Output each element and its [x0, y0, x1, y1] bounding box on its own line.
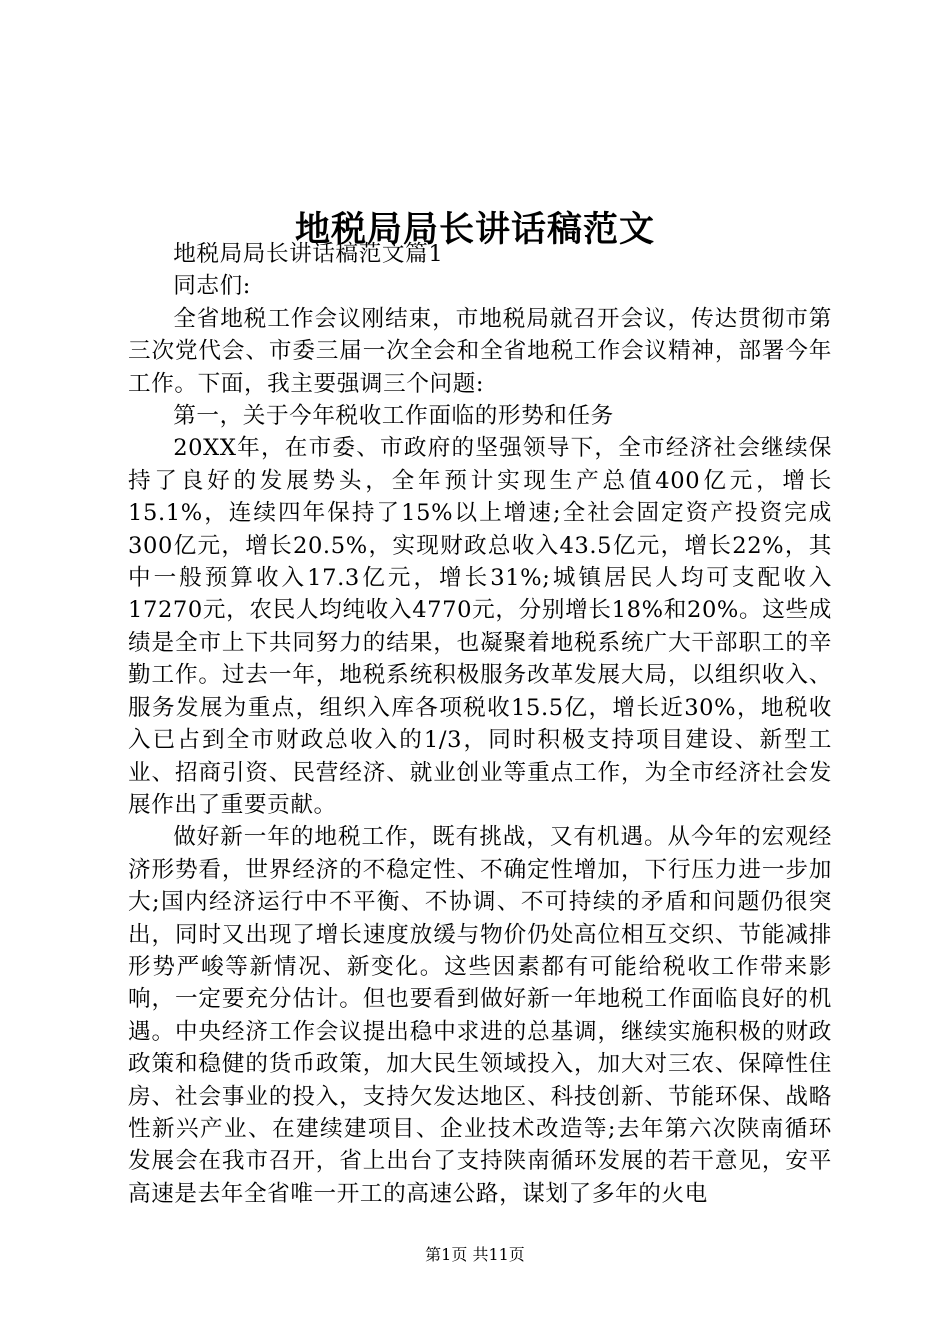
salutation: 同志们:: [173, 273, 251, 300]
body-paragraph: 20XX年，在市委、市政府的坚强领导下，全市经济社会继续保持了良好的发展势头，全年预计实现生产总值400亿元，增长15.1%，连续四年保持了15%以上增速;全社会固定资产投资完成300亿元，增长20.5%，实现财政总收入43.5亿元，增长22%，其中一般预算收入17.3亿元，增长31%;城镇居民人均可支配收入17270元，农民人均纯收入4770元，分别增长18%和20%。这些成绩是全市上下共同努力的结果，也凝聚着地税系统广大干部职工的辛勤工作。过去一年，地税系统积极服务改革发展大局，以组织收入、服务发展为重点，组织入库各项税收15.5亿，增长近30%，地税收入已占到全市财政总收入的1/3，同时积极支持项目建设、新型工业、招商引资、民营经济、就业创业等重点工作，为全市经济社会发展作出了重要贡献。: [128, 435, 832, 818]
page-footer: 第1页 共11页: [425, 1245, 525, 1264]
body-paragraph: 全省地税工作会议刚结束，市地税局就召开会议，传达贯彻市第三次党代会、市委三届一次全会和全省地税工作会议精神，部署今年工作。下面，我主要强调三个问题:: [128, 305, 832, 397]
body-paragraph: 做好新一年的地税工作，既有挑战，又有机遇。从今年的宏观经济形势看，世界经济的不稳定性、不确定性增加，下行压力进一步加大;国内经济运行中不平衡、不协调、不可持续的矛盾和问题仍很突出，同时又出现了增长速度放缓与物价仍处高位相互交织、节能减排形势严峻等新情况、新变化。这些因素都有可能给税收工作带来影响，一定要充分估计。但也要看到做好新一年地税工作面临良好的机遇。中央经济工作会议提出稳中求进的总基调，继续实施积极的财政政策和稳健的货币政策，加大民生领域投入，加大对三农、保障性住房、社会事业的投入，支持欠发达地区、科技创新、节能环保、战略性新兴产业、在建续建项目、企业技术改造等;去年第六次陕南循环发展会在我市召开，省上出台了支持陕南循环发展的若干意见，安平高速是去年全省唯一开工的高速公路，谋划了多年的火电: [128, 824, 832, 1207]
document-body: [128, 238, 832, 1210]
section-heading: 地税局局长讲话稿范文篇1: [173, 241, 444, 267]
subsection-heading: 第一，关于今年税收工作面临的形势和任务: [173, 403, 614, 430]
document-title: 地税局局长讲话稿范文: [294, 209, 655, 251]
